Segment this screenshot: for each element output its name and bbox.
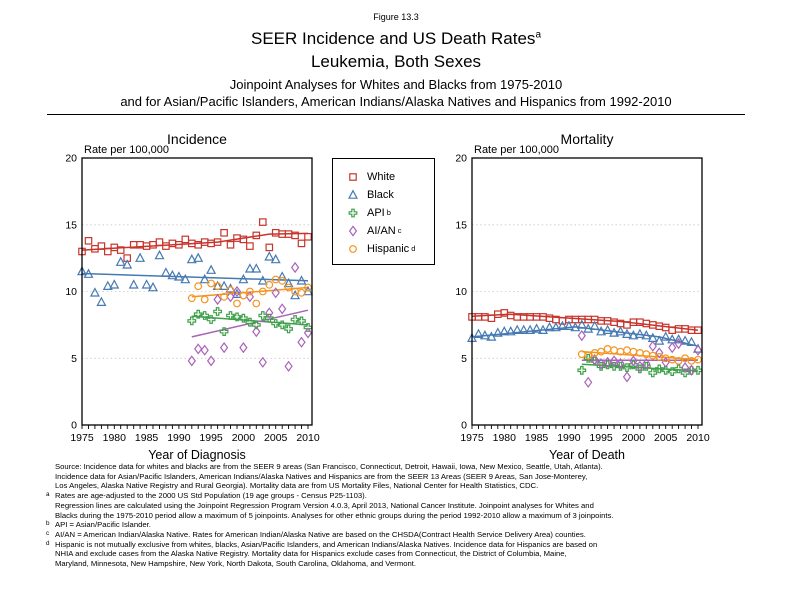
square-marker (227, 242, 233, 248)
legend-item-api (333, 204, 434, 222)
diamond-marker (350, 226, 357, 235)
circle-marker (604, 346, 611, 353)
y-tick-label: 15 (455, 219, 467, 232)
footnote-line: API = Asian/Pacific Islander. (55, 520, 151, 530)
mortality-svg (430, 128, 720, 468)
triangle-marker (604, 326, 612, 334)
triangle-marker (130, 281, 138, 289)
x-tick-label: 2010 (296, 432, 320, 444)
diamond-marker (208, 356, 215, 365)
series-API (188, 308, 312, 336)
x-tick-label: 1990 (167, 432, 191, 444)
footnote-b-text (55, 520, 772, 530)
y-tick-label: 15 (65, 219, 77, 232)
legend-item-black (333, 186, 434, 204)
circle-marker (298, 290, 305, 297)
legend-circle-icon (345, 243, 361, 255)
mortality-chart (430, 128, 720, 468)
source-line: Incidence data for Asian/Pacific Islanders, American Indians/Alaska Natives and Hispanics are from the SEER 13 Areas (SEER 9 Areas, San Jose-Monterey, (55, 471, 588, 481)
legend-label: White (367, 171, 396, 183)
footnote-d (46, 540, 772, 569)
cross-marker (188, 317, 196, 325)
x-tick-label: 1990 (557, 432, 581, 444)
triangle-marker (97, 298, 105, 306)
square-marker (350, 174, 356, 180)
diamond-marker (285, 362, 292, 371)
diamond-marker (305, 328, 312, 337)
page-title (0, 29, 792, 49)
diamond-marker (279, 304, 286, 313)
incidence-chart (40, 128, 330, 468)
circle-marker (189, 295, 196, 302)
figure-header (0, 0, 792, 115)
legend-superscript: c (397, 225, 402, 235)
analysis-note-line1: Joinpoint Analyses for Whites and Blacks from 1975-2010 (229, 77, 563, 92)
diamond-marker (214, 295, 221, 304)
rate-axis-label: Rate per 100,000 (474, 144, 560, 156)
square-marker (508, 312, 514, 318)
source-line: Source: Incidence data for whites and blacks are from the SEER 9 areas (San Francisco, Connecticut, Detroit, Hawaii, Iowa, New Mexico, Seattle, Utah, Atlanta). (55, 462, 603, 471)
square-marker (482, 314, 488, 320)
legend-item-white (333, 168, 434, 186)
diamond-marker (649, 342, 656, 351)
legend-label: AI/AN (367, 225, 396, 237)
diamond-marker (201, 346, 208, 355)
legend-item-hispanic (333, 240, 434, 258)
square-marker (182, 236, 188, 242)
source-note (46, 462, 772, 491)
title-divider (47, 114, 745, 115)
footnote-b-marker: b (46, 520, 50, 528)
circle-marker (253, 300, 260, 307)
x-tick-label: 2005 (654, 432, 678, 444)
square-marker (273, 230, 279, 236)
square-marker (611, 319, 617, 325)
triangle-marker (259, 277, 267, 285)
footnote-line: Maryland, Minnesota, New Hampshire, New York, North Dakota, South Carolina, Oklahoma, and Vermont. (55, 559, 417, 569)
footnote-a-marker: a (46, 491, 50, 499)
x-axis-labels (70, 432, 320, 444)
y-tick-label: 20 (65, 152, 77, 165)
circle-marker (195, 283, 202, 290)
diamond-marker (292, 263, 299, 272)
square-marker (163, 243, 169, 249)
y-tick-label: 20 (455, 152, 467, 165)
x-tick-label: 2000 (231, 432, 256, 444)
chart-title: Mortality (560, 131, 614, 147)
legend-item-ai-an (333, 222, 434, 240)
diamond-marker (188, 356, 195, 365)
triangle-marker (201, 275, 209, 283)
circle-marker (598, 348, 605, 355)
legend-cross-icon (345, 207, 361, 219)
circle-marker (279, 278, 286, 285)
incidence-svg (40, 128, 330, 468)
legend-triangle-icon (345, 189, 361, 201)
diamond-marker (624, 372, 631, 381)
analysis-note-line2: and for Asian/Pacific Islanders, American Indians/Alaska Natives and Hispanics from 1992-2010 (120, 94, 672, 109)
square-marker (475, 314, 481, 320)
triangle-marker (252, 265, 260, 273)
cross-marker (349, 209, 357, 217)
diamond-marker (585, 378, 592, 387)
footnote-c-marker: c (46, 529, 50, 537)
x-tick-label: 2000 (621, 432, 646, 444)
circle-marker (266, 282, 273, 289)
square-marker (533, 314, 539, 320)
square-marker (247, 243, 253, 249)
x-axis-labels (460, 432, 710, 444)
x-axis-title: Year of Diagnosis (148, 448, 246, 462)
page-subtitle: Leukemia, Both Sexes (310, 52, 482, 71)
triangle-marker (91, 289, 99, 297)
legend-diamond-icon (345, 225, 361, 237)
cross-marker (214, 308, 222, 316)
notes (46, 462, 772, 569)
square-marker (305, 234, 311, 240)
legend-superscript: b (386, 207, 391, 217)
y-tick-label: 10 (455, 286, 467, 298)
square-marker (85, 238, 91, 244)
cross-marker (578, 367, 586, 375)
triangle-marker (162, 269, 170, 277)
y-tick-label: 5 (71, 352, 77, 365)
footnote-line: AI/AN = American Indian/Alaska Native. Rates for American Indian/Alaska Native are based on the CHSDA(Contract Health Service Delivery Area) counties. (55, 529, 586, 539)
footnote-line: NHIA and exclude cases from the Alaska Native Registry. Mortality data for Hispanics exclude cases from Connecticut, the District of Columbia, Maine, (55, 549, 567, 559)
triangle-marker (136, 254, 144, 261)
source-note-text (55, 462, 772, 491)
square-marker (260, 219, 266, 225)
diamond-marker (298, 338, 305, 347)
page-title-superscript: a (535, 29, 541, 41)
y-axis-labels (455, 153, 467, 432)
square-marker (156, 239, 162, 245)
square-marker (150, 242, 156, 248)
x-tick-label: 1980 (492, 432, 516, 444)
x-tick-label: 1985 (524, 432, 549, 444)
page-title-text: SEER Incidence and US Death Rates (251, 29, 536, 48)
diamond-marker (259, 358, 266, 367)
x-tick-label: 1985 (134, 432, 159, 444)
circle-marker (285, 284, 292, 291)
footnote-c-text (55, 530, 772, 540)
circle-marker (624, 347, 631, 354)
rate-axis-label: Rate per 100,000 (84, 144, 170, 156)
y-axis-labels (65, 153, 77, 432)
x-tick-label: 1975 (460, 432, 484, 444)
legend-square-icon (345, 171, 361, 183)
legend-superscript: d (411, 243, 416, 253)
circle-marker (630, 348, 637, 355)
y-tick-label: 0 (461, 419, 467, 432)
triangle-marker (194, 254, 202, 261)
footnote-line: Hispanic is not mutually exclusive from whites, blacks, Asian/Pacific Islanders, and American Indians/Alaska Natives. Incidence data for Hispanics are based on (55, 539, 598, 549)
y-tick-label: 5 (461, 352, 467, 365)
diamond-marker (669, 343, 676, 352)
x-tick-label: 1995 (199, 432, 223, 444)
footnote-d-marker: d (46, 539, 50, 547)
x-tick-label: 1975 (70, 432, 94, 444)
figure-number: Figure 13.3 (373, 12, 419, 22)
x-tick-label: 2010 (686, 432, 710, 444)
circle-marker (234, 300, 241, 307)
triangle-marker (349, 191, 357, 199)
circle-marker (350, 246, 357, 253)
square-marker (266, 244, 272, 250)
x-tick-label: 2005 (264, 432, 288, 444)
square-marker (298, 240, 304, 246)
source-line: Los Angeles, Alaska Native Registry and Rural Georgia). Mortality data are from US Mortality Files, National Center for Health Statistics, CDC. (55, 481, 539, 491)
x-axis-title: Year of Death (549, 448, 625, 462)
footnote-line: Regression lines are calculated using the Joinpoint Regression Program Version 4.0.3, April 2013, National Cancer Institute. Joinpoint analyses for Whites and (55, 500, 594, 510)
series-White (79, 219, 311, 261)
diamond-marker (662, 358, 669, 367)
triangle-marker (265, 253, 273, 261)
footnote-line: Blacks during the 1975-2010 period allow a maximum of 5 joinpoints. Analyses for other ethnic groups during the period 1992-2010 allow a maximum of 3 joinpoints. (55, 510, 614, 520)
footnote-b (46, 520, 772, 530)
x-tick-label: 1980 (102, 432, 126, 444)
x-tick-label: 1995 (589, 432, 613, 444)
square-marker (221, 230, 227, 236)
triangle-marker (207, 266, 215, 274)
diamond-marker (221, 343, 228, 352)
chart-title: Incidence (167, 131, 227, 147)
circle-marker (208, 280, 215, 287)
y-tick-label: 0 (71, 419, 77, 432)
legend-label: Hispanic (367, 243, 410, 255)
footnote-d-text (55, 540, 772, 569)
triangle-marker (156, 251, 164, 259)
circle-marker (201, 296, 208, 303)
square-marker (208, 240, 214, 246)
legend (332, 158, 435, 265)
footnote-c (46, 530, 772, 540)
triangle-marker (110, 281, 118, 289)
y-tick-label: 10 (65, 286, 77, 298)
legend-label: Black (367, 189, 394, 201)
circle-marker (611, 347, 618, 354)
footnote-a-text (55, 491, 772, 520)
legend-label: API (367, 207, 385, 219)
diamond-marker (240, 343, 247, 352)
triangle-marker (143, 281, 151, 289)
footnote-a (46, 491, 772, 520)
square-marker (572, 316, 578, 322)
source-note-marker (46, 461, 55, 490)
diamond-marker (195, 344, 202, 353)
footnote-line: Rates are age-adjusted to the 2000 US Std Population (19 age groups - Census P25-1103). (55, 491, 367, 501)
